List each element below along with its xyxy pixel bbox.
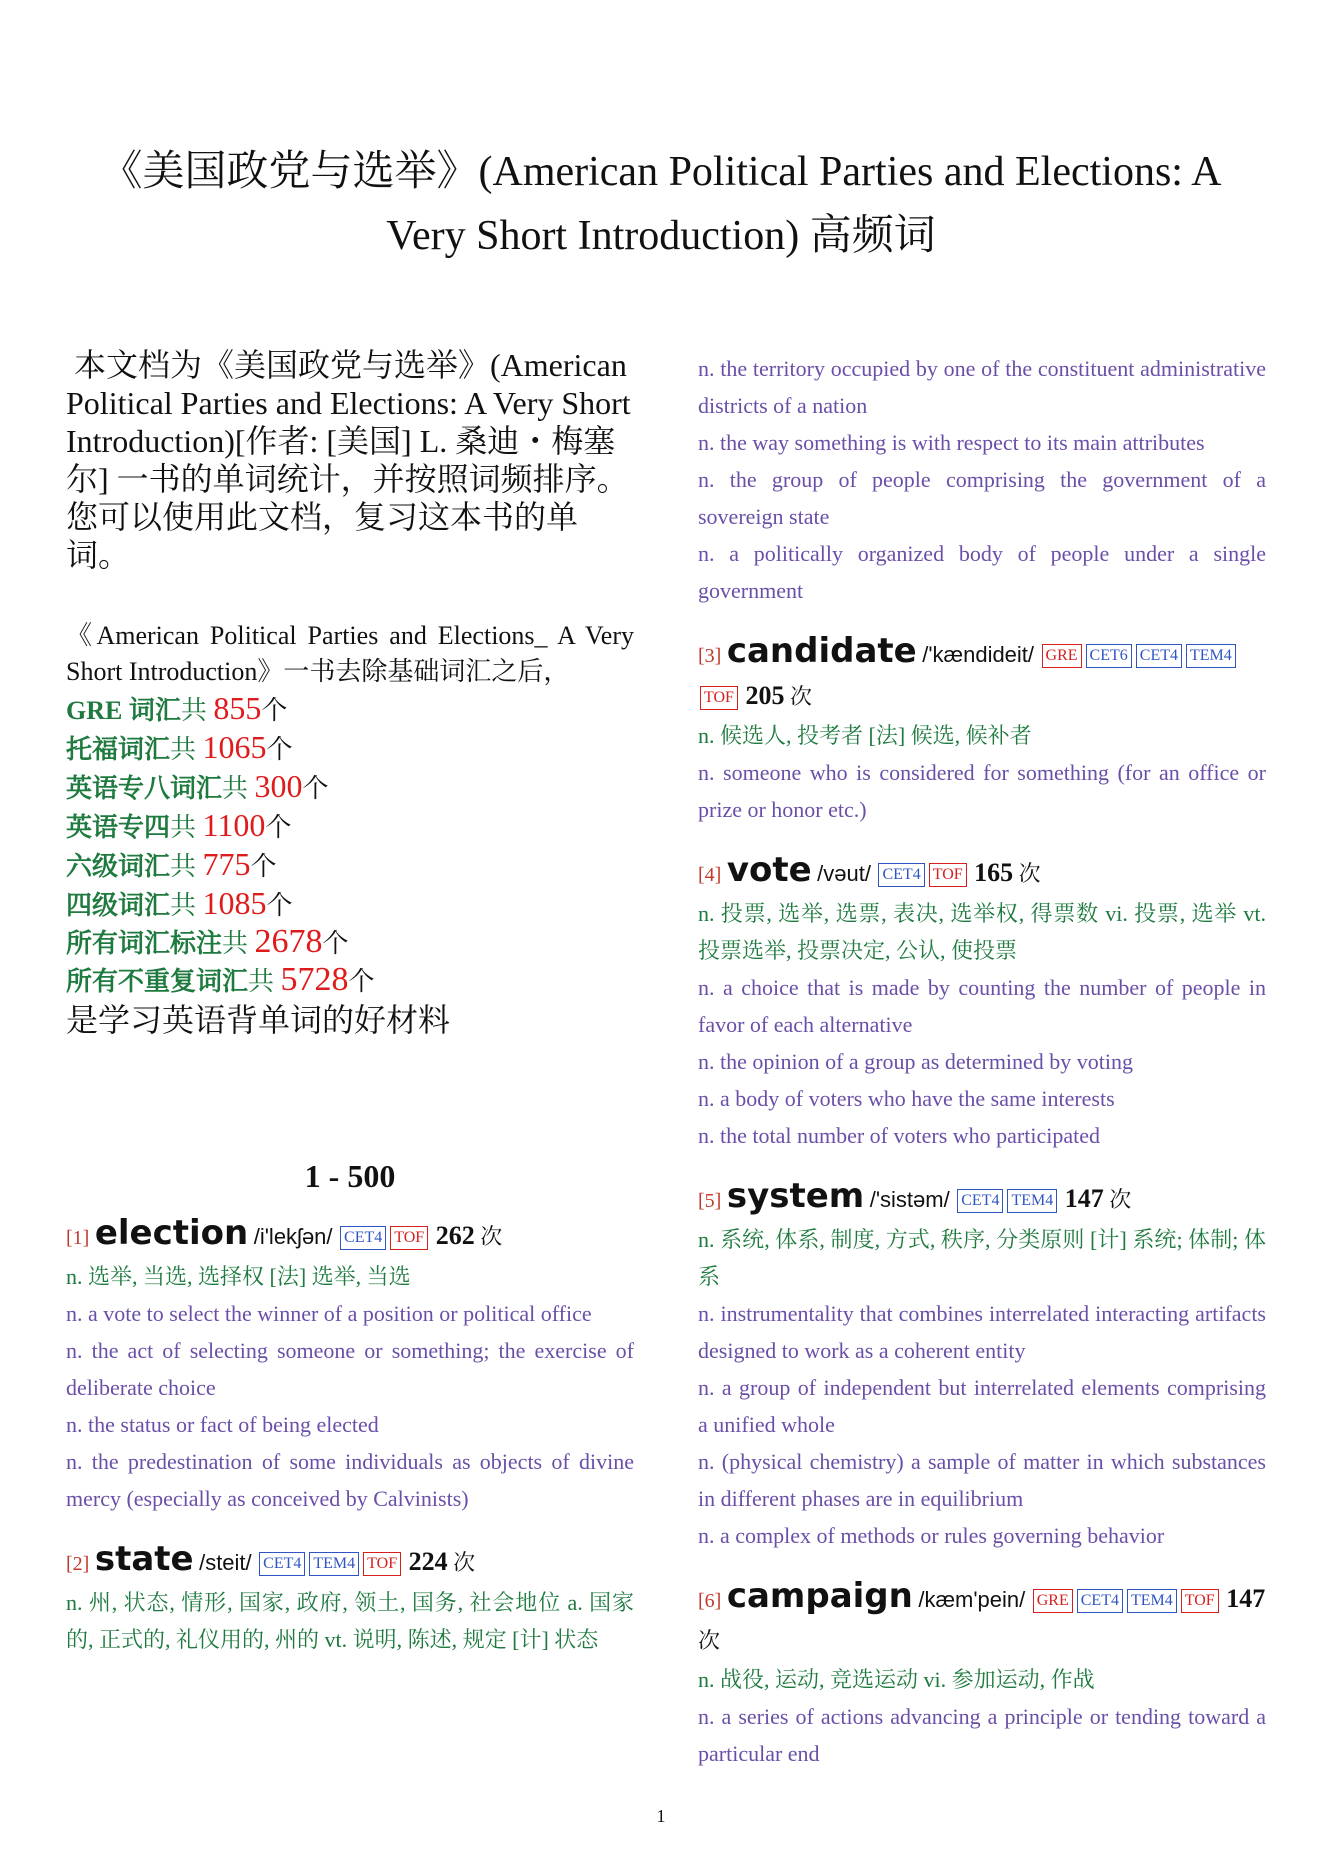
entry-count: 224	[408, 1547, 448, 1576]
stat-unit: 个	[322, 929, 349, 958]
stat-count: 775	[202, 846, 251, 882]
exam-tag: GRE	[1033, 1589, 1073, 1613]
stat-row	[66, 885, 634, 924]
definition-en: n. the status or fact of being elected	[66, 1412, 379, 1437]
stat-row	[66, 924, 634, 962]
entry-word: vote	[726, 850, 812, 890]
stat-row	[66, 846, 634, 885]
entry-count-unit: 次	[1109, 1187, 1132, 1212]
exam-tag: CET4	[1136, 644, 1182, 668]
stats-heading: 《American Political Parties and Elections_ A Very Short Introduction》一书去除基础词汇之后，	[66, 621, 634, 686]
stat-unit: 个	[348, 967, 375, 996]
exam-tag: TOF	[700, 686, 738, 710]
definition-en: n. (physical chemistry) a sample of matter in which substances in different phases are in equilibrium	[698, 1449, 1266, 1511]
page-title: 《美国政党与选举》(American Political Parties and Elections: A Very Short Introduction) 高频词	[100, 149, 1222, 259]
right-column	[698, 350, 1266, 1794]
exam-tag: CET4	[259, 1552, 305, 1576]
definition-en: n. someone who is considered for something (for an office or prize or honor etc.)	[698, 760, 1266, 822]
stat-mid: 共	[222, 774, 255, 803]
entry-count: 147	[1226, 1584, 1266, 1613]
exam-tag: TEM4	[309, 1552, 359, 1576]
entry-phonetic: /vəut/	[817, 861, 871, 886]
stat-row	[66, 962, 634, 1000]
definition-en: n. the territory occupied by one of the constituent administrative districts of a nation	[698, 356, 1266, 418]
entry-phonetic: /i'lekʃən/	[253, 1224, 333, 1249]
stat-count: 1085	[202, 885, 267, 921]
entry-index: [2]	[66, 1553, 90, 1575]
definition-cn: n. 战役, 运动, 竞选运动 vi. 参加运动, 作战	[698, 1667, 1095, 1692]
exam-tag: TEM4	[1007, 1189, 1057, 1213]
entry-header	[66, 1539, 634, 1584]
stats-closing: 是学习英语背单词的好材料	[66, 1002, 451, 1038]
stat-unit: 个	[250, 852, 277, 881]
entry-phonetic: /'sistəm/	[869, 1187, 950, 1212]
word-entry	[698, 1176, 1266, 1554]
stat-label: 英语专四	[66, 813, 171, 842]
stat-mid: 共	[222, 929, 255, 958]
definition-en: n. a choice that is made by counting the number of people in favor of each alternative	[698, 975, 1266, 1037]
intro-text: 本文档为《美国政党与选举》(American Political Parties and Elections: A Very Short Introduction)[作者: [美国] L. 桑迪・梅塞尔] 一书的单词统计，并按照词频排序。	[66, 347, 631, 497]
entry-count: 147	[1064, 1184, 1104, 1213]
exam-tag: CET4	[340, 1226, 386, 1250]
exam-tag: TOF	[390, 1226, 428, 1250]
entry-count-unit: 次	[1018, 861, 1041, 886]
stat-count: 5728	[280, 961, 349, 998]
definition-cn: n. 选举, 当选, 选择权 [法] 选举, 当选	[66, 1264, 411, 1289]
definition-cn: n. 候选人, 投考者 [法] 候选, 候补者	[698, 723, 1032, 748]
entry-word: system	[726, 1176, 865, 1216]
stat-label: 六级词汇	[66, 852, 171, 881]
definition-cn: n. 投票, 选举, 选票, 表决, 选举权, 得票数 vi. 投票, 选举 vt. 投票选举, 投票决定, 公认, 使投票	[698, 901, 1266, 963]
definition-en: n. a vote to select the winner of a position or political office	[66, 1301, 592, 1326]
stat-label: 所有不重复词汇	[66, 967, 249, 996]
stat-count: 1100	[202, 807, 266, 843]
stat-mid: 共	[170, 891, 203, 920]
entry-index: [5]	[698, 1190, 722, 1212]
stat-count: 1065	[202, 729, 267, 765]
exam-tag: CET4	[878, 863, 924, 887]
stat-count: 300	[254, 768, 303, 804]
stat-count: 2678	[254, 923, 323, 960]
definition-en: n. the opinion of a group as determined by voting	[698, 1049, 1134, 1074]
stat-row	[66, 807, 634, 846]
stat-unit: 个	[266, 735, 293, 764]
stat-mid: 共	[170, 852, 203, 881]
entry-list-left	[66, 1213, 634, 1658]
stat-mid: 共	[170, 813, 203, 842]
word-entry	[66, 1539, 634, 1658]
entry-list-right	[698, 631, 1266, 1772]
word-entry	[698, 850, 1266, 1154]
stats-list	[66, 690, 634, 1000]
definition-en: n. a group of independent but interrelated elements comprising a unified whole	[698, 1375, 1266, 1437]
stat-mid: 共	[248, 967, 281, 996]
definition-en: n. a series of actions advancing a principle or tending toward a particular end	[698, 1704, 1266, 1766]
page-number: 1	[656, 1806, 666, 1826]
definition-cn: n. 州, 状态, 情形, 国家, 政府, 领土, 国务, 社会地位 a. 国家的, 正式的, 礼仪用的, 州的 vt. 说明, 陈述, 规定 [计] 状态	[66, 1590, 634, 1652]
entry-header	[698, 1176, 1266, 1221]
definition-en: n. a complex of methods or rules governing behavior	[698, 1523, 1165, 1548]
entry-count: 165	[974, 858, 1014, 887]
definition-en: n. a body of voters who have the same interests	[698, 1086, 1115, 1111]
exam-tag: CET6	[1086, 644, 1132, 668]
entry-count: 262	[435, 1221, 475, 1250]
entry-phonetic: /'kændideit/	[922, 642, 1035, 667]
word-entry	[698, 631, 1266, 828]
entry-count-unit: 次	[789, 684, 812, 709]
entry-header	[698, 850, 1266, 895]
left-column	[66, 346, 634, 1680]
definition-en: n. the group of people comprising the government of a sovereign state	[698, 467, 1266, 529]
definition-en: n. the predestination of some individuals as objects of divine mercy (especially as conceived by Calvinists)	[66, 1449, 634, 1511]
stat-mid: 共	[170, 735, 203, 764]
range-heading: 1 - 500	[304, 1158, 396, 1194]
exam-tag: TEM4	[1127, 1589, 1177, 1613]
entry-word: state	[94, 1539, 194, 1579]
entry-header	[698, 1576, 1266, 1661]
stat-count: 855	[213, 690, 262, 726]
exam-tag: GRE	[1042, 644, 1082, 668]
intro-usage: 您可以使用此文档，复习这本书的单词。	[66, 499, 579, 573]
definition-en: n. the total number of voters who participated	[698, 1123, 1100, 1148]
stat-label: 托福词汇	[66, 735, 171, 764]
stat-unit: 个	[261, 696, 288, 725]
stat-label: 四级词汇	[66, 891, 171, 920]
word-entry	[66, 1213, 634, 1517]
stat-label: GRE 词汇	[66, 696, 181, 725]
entry-index: [3]	[698, 645, 722, 667]
exam-tag: TOF	[929, 863, 967, 887]
intro	[66, 346, 634, 574]
exam-tag: TEM4	[1186, 644, 1236, 668]
entry-word: campaign	[726, 1576, 913, 1616]
stat-label: 所有词汇标注	[66, 929, 223, 958]
exam-tag: CET4	[957, 1189, 1003, 1213]
exam-tag: TOF	[1181, 1589, 1219, 1613]
entry-phonetic: /steit/	[199, 1550, 252, 1575]
entry-count: 205	[745, 681, 785, 710]
entry-phonetic: /kæm'pein/	[918, 1587, 1026, 1612]
entry-count-unit: 次	[453, 1550, 476, 1575]
entry-count-unit: 次	[480, 1224, 503, 1249]
stat-row	[66, 690, 634, 729]
word-entry	[698, 1576, 1266, 1772]
exam-tag: CET4	[1077, 1589, 1123, 1613]
entry-index: [6]	[698, 1590, 722, 1612]
entry-continuation	[698, 350, 1266, 609]
stat-unit: 个	[302, 774, 329, 803]
definition-en: n. a politically organized body of people under a single government	[698, 541, 1266, 603]
definition-cn: n. 系统, 体系, 制度, 方式, 秩序, 分类原则 [计] 系统; 体制; 体系	[698, 1227, 1266, 1289]
entry-index: [4]	[698, 864, 722, 886]
entry-header	[66, 1213, 634, 1258]
stat-unit: 个	[265, 813, 292, 842]
entry-count-unit: 次	[698, 1628, 721, 1653]
entry-index: [1]	[66, 1227, 90, 1249]
stat-unit: 个	[266, 891, 293, 920]
entry-word: candidate	[726, 631, 917, 671]
definition-en: n. instrumentality that combines interrelated interacting artifacts designed to work as a coherent entity	[698, 1301, 1266, 1363]
entry-word: election	[94, 1213, 249, 1253]
stat-row	[66, 768, 634, 807]
stat-mid: 共	[180, 696, 214, 725]
exam-tag: TOF	[363, 1552, 401, 1576]
definition-en: n. the way something is with respect to its main attributes	[698, 430, 1205, 455]
entry-header	[698, 631, 1266, 717]
definition-en: n. the act of selecting someone or something; the exercise of deliberate choice	[66, 1338, 634, 1400]
stat-row	[66, 729, 634, 768]
stat-label: 英语专八词汇	[66, 774, 223, 803]
